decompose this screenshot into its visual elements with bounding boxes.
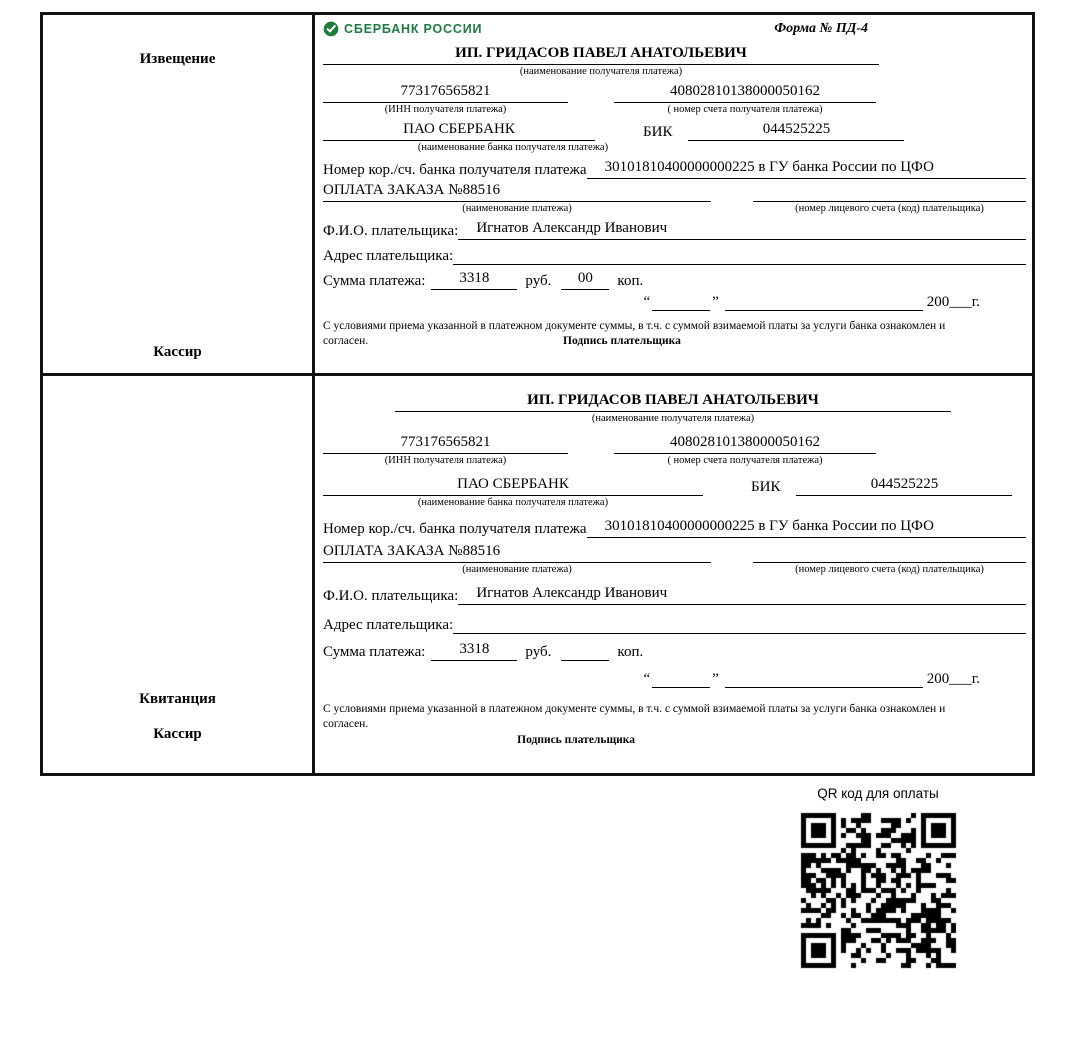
quote-open: “ [643, 294, 651, 310]
amount-kop-value: 00 [561, 270, 609, 290]
receipt-inn-account-row [323, 434, 1026, 467]
recipient-name-value: ИП. ГРИДАСОВ ПАВЕЛ АНАТОЛЬЕВИЧ [323, 45, 879, 65]
corr-account-value: 30101810400000000225 в ГУ банка России по ЦФО [587, 518, 1026, 538]
personal-account-caption: (номер лицевого счета (код) плательщика) [795, 203, 984, 214]
notice-corr-account-row [323, 159, 1026, 179]
date-year-label: 200___г. [926, 294, 980, 310]
inn-caption: (ИНН получателя платежа) [384, 104, 507, 115]
pd4-form-table [40, 12, 1035, 776]
date-month-blank-field [725, 670, 923, 688]
receipt-section [43, 373, 1032, 773]
personal-account-caption: (номер лицевого счета (код) плательщика) [795, 564, 984, 575]
notice-payer-address-row [323, 245, 1026, 265]
receipt-body [315, 376, 1032, 773]
payer-name-label: Ф.И.О. плательщика: [323, 588, 459, 604]
form-number: Форма № ПД-4 [774, 21, 868, 36]
payment-name-value: ОПЛАТА ЗАКАЗА №88516 [323, 182, 711, 202]
recipient-caption: (наименование получателя платежа) [591, 413, 755, 424]
notice-agreement-block [323, 319, 1026, 348]
receipt-agreement-block [323, 702, 1026, 746]
notice-date-row [323, 293, 980, 311]
bank-name-value: ПАО СБЕРБАНК [323, 476, 703, 496]
notice-stub-cell [43, 15, 315, 373]
notice-payer-name-row [323, 220, 1026, 240]
bank-name-value: ПАО СБЕРБАНК [323, 121, 595, 141]
notice-body [315, 15, 1032, 373]
payment-name-value: ОПЛАТА ЗАКАЗА №88516 [323, 543, 711, 563]
bik-label: БИК [751, 479, 781, 495]
payment-name-caption: (наименование платежа) [462, 203, 572, 214]
recipient-caption: (наименование получателя платежа) [519, 66, 683, 77]
date-day-blank-field [652, 670, 710, 688]
amount-rub-value: 3318 [431, 641, 517, 661]
payer-address-label: Адрес плательщика: [323, 248, 454, 264]
notice-inn-account-row [323, 83, 1026, 116]
notice-amount-row [323, 270, 1026, 290]
qr-payment-block [788, 786, 968, 972]
bik-label: БИК [643, 124, 673, 140]
receipt-title: Квитанция [139, 691, 216, 707]
receipt-payer-name-row [323, 585, 1026, 605]
payer-name-value: Игнатов Александр Иванович [458, 585, 1026, 605]
receipt-stub-cell [43, 376, 315, 773]
receipt-date-row [323, 670, 980, 688]
date-day-blank-field [652, 293, 710, 311]
payer-address-blank-field [453, 614, 1026, 634]
inn-value: 773176565821 [323, 83, 568, 103]
inn-caption: (ИНН получателя платежа) [384, 455, 507, 466]
sberbank-logo-icon [323, 21, 339, 37]
kop-label: коп. [617, 644, 644, 660]
corr-account-value: 30101810400000000225 в ГУ банка России по ЦФО [587, 159, 1026, 179]
notice-cashier-label: Кассир [153, 344, 202, 360]
quote-open: “ [643, 671, 651, 687]
corr-account-label: Номер кор./сч. банка получателя платежа [323, 521, 587, 537]
quote-close: ” [712, 294, 719, 310]
recipient-name-value: ИП. ГРИДАСОВ ПАВЕЛ АНАТОЛЬЕВИЧ [395, 392, 951, 412]
payer-signature-label: Подпись плательщика [563, 335, 681, 348]
account-value: 40802810138000050162 [614, 434, 876, 454]
account-value: 40802810138000050162 [614, 83, 876, 103]
bik-value: 044525225 [796, 476, 1012, 496]
amount-kop-blank-field [561, 641, 609, 661]
bik-value: 044525225 [688, 121, 904, 141]
rub-label: руб. [525, 644, 552, 660]
personal-account-blank-field [753, 543, 1026, 563]
amount-label: Сумма платежа: [323, 644, 426, 660]
notice-bank-row [323, 121, 1026, 154]
amount-label: Сумма платежа: [323, 273, 426, 289]
agreement-text: С условиями приема указанной в платежном документе суммы, в т.ч. с суммой взимаемой платы за услуги банка ознакомлен и согласен. [323, 703, 946, 730]
payer-signature-label: Подпись плательщика [517, 734, 635, 747]
receipt-payment-row [323, 543, 1026, 576]
receipt-amount-row [323, 641, 1026, 661]
receipt-recipient-field [395, 392, 951, 425]
receipt-bank-row [323, 476, 1026, 509]
bank-caption: (наименование банка получателя платежа) [417, 497, 609, 508]
notice-recipient-field [323, 45, 879, 78]
date-year-label: 200___г. [926, 671, 980, 687]
notice-section [43, 15, 1032, 373]
account-caption: ( номер счета получателя платежа) [667, 104, 823, 115]
personal-account-blank-field [753, 182, 1026, 202]
notice-title: Извещение [139, 51, 216, 67]
sberbank-logo [323, 21, 482, 37]
corr-account-label: Номер кор./сч. банка получателя платежа [323, 162, 587, 178]
rub-label: руб. [525, 273, 552, 289]
quote-close: ” [712, 671, 719, 687]
receipt-payer-address-row [323, 614, 1026, 634]
payment-name-caption: (наименование платежа) [462, 564, 572, 575]
bank-caption: (наименование банка получателя платежа) [417, 142, 609, 153]
notice-payment-row [323, 182, 1026, 215]
agreement-text: С условиями приема указанной в платежном документе суммы, в т.ч. с суммой взимаемой платы за услуги банка ознакомлен и согласен. [323, 320, 946, 347]
qr-label: QR код для оплаты [817, 786, 939, 801]
kop-label: коп. [617, 273, 644, 289]
sberbank-logo-text: СБЕРБАНК РОССИИ [344, 22, 483, 36]
inn-value: 773176565821 [323, 434, 568, 454]
payer-address-blank-field [453, 245, 1026, 265]
receipt-cashier-label: Кассир [153, 726, 202, 742]
payer-name-label: Ф.И.О. плательщика: [323, 223, 459, 239]
payer-name-value: Игнатов Александр Иванович [458, 220, 1026, 240]
receipt-corr-account-row [323, 518, 1026, 538]
payer-address-label: Адрес плательщика: [323, 617, 454, 633]
amount-rub-value: 3318 [431, 270, 517, 290]
account-caption: ( номер счета получателя платежа) [667, 455, 823, 466]
qr-code [797, 809, 960, 972]
notice-header-row [323, 21, 1026, 43]
date-month-blank-field [725, 293, 923, 311]
